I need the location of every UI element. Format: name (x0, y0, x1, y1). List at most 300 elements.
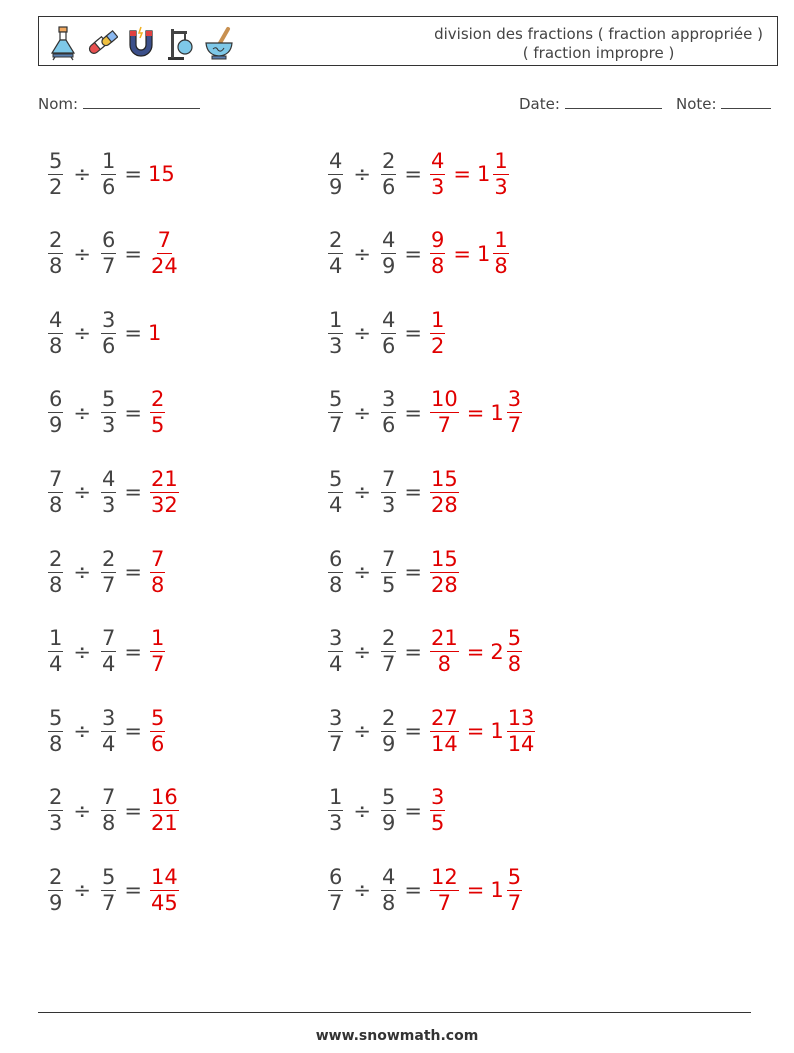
numerator: 2 (381, 148, 396, 173)
denominator: 14 (507, 731, 535, 756)
divisor-fraction (381, 467, 396, 518)
dividend-fraction (48, 706, 63, 757)
numerator: 4 (381, 228, 396, 253)
numerator: 5 (507, 626, 522, 651)
numerator: 10 (430, 387, 458, 412)
denominator: 2 (430, 333, 445, 358)
denominator: 7 (329, 731, 343, 756)
denominator: 7 (150, 652, 165, 677)
answer (428, 626, 524, 677)
denominator: 5 (150, 413, 165, 438)
answer-fraction (150, 626, 165, 677)
numerator: 2 (49, 785, 63, 810)
answer (148, 706, 167, 757)
equals-sign: = (466, 719, 485, 744)
answer-whole-number: 15 (147, 162, 175, 186)
mixed-fraction-part (507, 706, 536, 757)
equals-sign: = (124, 400, 142, 425)
denominator: 7 (507, 890, 522, 915)
denominator: 45 (150, 890, 178, 915)
numerator: 3 (101, 705, 116, 730)
dividend-fraction (48, 626, 63, 677)
mixed-whole-part: 1 (476, 241, 491, 266)
equals-sign: = (466, 878, 485, 903)
problem-item (46, 859, 181, 921)
numerator: 7 (49, 466, 63, 491)
numerator: 16 (150, 785, 178, 810)
dividend-fraction (48, 785, 63, 836)
numerator: 13 (507, 705, 535, 730)
divisor-fraction (101, 865, 116, 916)
denominator: 7 (101, 890, 116, 915)
dividend-fraction (48, 149, 63, 200)
problem-item (46, 143, 176, 205)
numerator: 5 (329, 387, 343, 412)
divide-sign: ÷ (73, 560, 91, 584)
problem-item (46, 621, 167, 683)
numerator: 1 (329, 785, 343, 810)
dividend-fraction (328, 626, 343, 677)
numerator: 1 (494, 148, 508, 173)
answer-fraction (150, 387, 165, 438)
name-field (38, 94, 200, 113)
numerator: 6 (49, 387, 63, 412)
numerator: 15 (430, 546, 458, 571)
numerator: 21 (150, 466, 178, 491)
equals-sign: = (453, 241, 471, 266)
answer (148, 865, 181, 916)
denominator: 3 (329, 811, 343, 836)
footer-url: www.snowmath.com (315, 1028, 479, 1044)
numerator: 7 (157, 228, 172, 253)
denominator: 4 (329, 492, 343, 517)
dividend-fraction (328, 467, 343, 518)
denominator: 9 (329, 174, 343, 199)
divisor-fraction (101, 467, 116, 518)
denominator: 9 (381, 731, 396, 756)
answer (428, 865, 524, 916)
equals-sign: = (124, 639, 142, 664)
equals-sign: = (466, 639, 485, 664)
equals-sign: = (404, 560, 422, 584)
problem-item (326, 859, 524, 921)
mixed-whole-part: 2 (490, 639, 504, 664)
divide-sign: ÷ (353, 162, 371, 186)
denominator: 3 (381, 492, 396, 517)
answer (428, 785, 447, 836)
answer-fraction (430, 626, 459, 677)
numerator: 5 (507, 864, 522, 889)
answer-fraction (430, 467, 459, 518)
divisor-fraction (381, 785, 396, 836)
problem-item (46, 302, 162, 364)
denominator: 7 (381, 652, 396, 677)
denominator: 3 (101, 413, 116, 438)
denominator: 8 (150, 572, 165, 597)
answer (148, 228, 181, 279)
worksheet-title (434, 25, 763, 63)
divisor-fraction (381, 547, 396, 598)
denominator: 8 (381, 890, 396, 915)
denominator: 9 (49, 413, 63, 438)
numerator: 3 (381, 387, 396, 412)
equals-sign: = (124, 480, 142, 505)
mixed-whole-part: 1 (490, 719, 504, 744)
dividend-fraction (48, 865, 63, 916)
problem-item (46, 223, 181, 285)
answer (148, 387, 167, 438)
divide-sign: ÷ (353, 480, 371, 505)
numerator: 2 (49, 228, 63, 253)
mixed-fraction-part (507, 387, 522, 438)
dividend-fraction (328, 387, 343, 438)
answer-fraction (150, 228, 179, 279)
numerator: 3 (101, 307, 116, 332)
denominator: 3 (101, 492, 116, 517)
numerator: 4 (329, 148, 343, 173)
denominator: 28 (430, 572, 458, 597)
answer-fraction (430, 387, 459, 438)
problem-item (46, 700, 167, 762)
equals-sign: = (124, 798, 142, 823)
answer-fraction (150, 865, 179, 916)
denominator: 14 (430, 731, 458, 756)
numerator: 1 (150, 626, 165, 651)
mortar-pestle-icon (203, 25, 235, 61)
answer-fraction (430, 547, 459, 598)
magnet-icon (125, 25, 157, 61)
answer (428, 387, 524, 438)
divide-sign: ÷ (353, 400, 371, 425)
dividend-fraction (48, 387, 63, 438)
numerator: 14 (150, 864, 178, 889)
numerator: 2 (49, 864, 63, 889)
answer-fraction (430, 149, 445, 200)
answer-fraction (150, 706, 165, 757)
equals-sign: = (404, 400, 422, 425)
numerator: 15 (430, 466, 458, 491)
answer (148, 547, 167, 598)
numerator: 7 (150, 546, 165, 571)
retort-stand-icon (164, 25, 196, 61)
numerator: 5 (49, 705, 63, 730)
denominator: 7 (101, 572, 116, 597)
problem-item (326, 621, 524, 683)
divisor-fraction (101, 626, 116, 677)
divide-sign: ÷ (73, 878, 91, 903)
numerator: 2 (381, 626, 396, 651)
problem-item (326, 780, 447, 842)
numerator: 27 (430, 705, 458, 730)
problem-item (326, 382, 524, 444)
divisor-fraction (381, 865, 396, 916)
numerator: 7 (381, 466, 396, 491)
mixed-whole-part: 1 (490, 400, 504, 425)
divisor-fraction (381, 626, 396, 677)
dividend-fraction (328, 785, 343, 836)
divide-sign: ÷ (353, 719, 371, 744)
name-blank[interactable] (83, 94, 200, 109)
equals-sign: = (404, 719, 422, 744)
equals-sign: = (124, 560, 142, 584)
answer (428, 228, 511, 279)
divide-sign: ÷ (353, 639, 371, 664)
divide-sign: ÷ (73, 162, 91, 186)
denominator: 3 (329, 333, 343, 358)
dividend-fraction (328, 547, 343, 598)
denominator: 4 (49, 652, 63, 677)
mixed-whole-part: 1 (490, 878, 504, 903)
denominator: 6 (381, 333, 396, 358)
problem-item (326, 461, 461, 523)
name-label: Nom: (38, 95, 79, 113)
denominator: 6 (381, 174, 396, 199)
divisor-fraction (101, 149, 116, 200)
dividend-fraction (48, 467, 63, 518)
numerator: 21 (430, 626, 458, 651)
denominator: 8 (49, 731, 63, 756)
answer-fraction (150, 467, 179, 518)
numerator: 4 (381, 864, 396, 889)
divisor-fraction (381, 308, 396, 359)
denominator: 8 (49, 333, 63, 358)
answer (148, 321, 162, 345)
problem-item (326, 223, 511, 285)
denominator: 7 (507, 413, 522, 438)
answer (148, 162, 176, 186)
equals-sign: = (466, 400, 485, 425)
footer-divider (38, 1012, 751, 1013)
denominator: 5 (430, 811, 445, 836)
mixed-fraction-part (493, 149, 508, 200)
denominator: 8 (49, 572, 63, 597)
denominator: 4 (101, 652, 116, 677)
divide-sign: ÷ (73, 719, 91, 744)
note-blank[interactable] (721, 94, 771, 109)
dividend-fraction (328, 706, 343, 757)
numerator: 2 (150, 387, 165, 412)
date-blank[interactable] (565, 94, 662, 109)
divide-sign: ÷ (353, 878, 371, 903)
numerator: 5 (329, 466, 343, 491)
dividend-fraction (328, 149, 343, 200)
numerator: 5 (381, 785, 396, 810)
dividend-fraction (48, 228, 63, 279)
numerator: 3 (329, 705, 343, 730)
divide-sign: ÷ (353, 321, 371, 346)
divisor-fraction (101, 308, 116, 359)
denominator: 8 (49, 254, 63, 279)
problem-item (326, 700, 537, 762)
numerator: 3 (430, 785, 445, 810)
numerator: 2 (49, 546, 63, 571)
worksheet-header (38, 16, 778, 66)
equals-sign: = (404, 639, 422, 664)
divide-sign: ÷ (73, 798, 91, 823)
numerator: 5 (101, 387, 116, 412)
denominator: 9 (381, 254, 396, 279)
equals-sign: = (124, 321, 142, 346)
divisor-fraction (101, 785, 116, 836)
numerator: 1 (329, 307, 343, 332)
answer (428, 308, 447, 359)
header-icons (47, 23, 235, 63)
problem-item (326, 302, 447, 364)
answer (428, 149, 511, 200)
equals-sign: = (404, 321, 422, 346)
denominator: 4 (329, 254, 343, 279)
answer-fraction (150, 547, 165, 598)
answer (148, 467, 181, 518)
equals-sign: = (124, 162, 142, 186)
problem-item (46, 461, 181, 523)
denominator: 7 (329, 413, 343, 438)
dividend-fraction (328, 228, 343, 279)
problem-item (46, 780, 181, 842)
denominator: 9 (49, 890, 63, 915)
numerator: 7 (381, 546, 396, 571)
answer (148, 785, 181, 836)
denominator: 7 (101, 254, 116, 279)
problem-item (46, 541, 167, 603)
numerator: 5 (150, 705, 165, 730)
denominator: 28 (430, 492, 458, 517)
equals-sign: = (124, 719, 142, 744)
denominator: 5 (381, 572, 396, 597)
answer-fraction (150, 785, 179, 836)
note-field (676, 94, 771, 113)
numerator: 2 (381, 705, 396, 730)
numerator: 9 (430, 228, 445, 253)
divisor-fraction (101, 547, 116, 598)
dividend-fraction (48, 547, 63, 598)
dividend-fraction (48, 308, 63, 359)
answer (428, 547, 461, 598)
numerator: 1 (49, 626, 63, 651)
divisor-fraction (101, 228, 116, 279)
answer-fraction (430, 865, 459, 916)
denominator: 24 (150, 254, 178, 279)
mixed-fraction-part (507, 626, 522, 677)
divide-sign: ÷ (73, 241, 91, 266)
numerator: 7 (101, 626, 116, 651)
denominator: 3 (494, 174, 508, 199)
divisor-fraction (381, 387, 396, 438)
equals-sign: = (404, 162, 422, 186)
title-line-1: division des fractions ( fraction appropriée ) (434, 25, 763, 43)
denominator: 6 (381, 413, 396, 438)
numerator: 4 (430, 148, 445, 173)
note-label: Note: (676, 95, 717, 113)
equals-sign: = (404, 798, 422, 823)
denominator: 8 (494, 254, 508, 279)
numerator: 7 (101, 785, 116, 810)
mixed-whole-part: 1 (476, 162, 491, 186)
answer-fraction (430, 308, 445, 359)
denominator: 21 (150, 811, 178, 836)
divide-sign: ÷ (353, 241, 371, 266)
denominator: 7 (329, 890, 343, 915)
denominator: 4 (101, 731, 116, 756)
title-line-2: ( fraction impropre ) (522, 44, 675, 62)
denominator: 3 (49, 811, 63, 836)
equals-sign: = (124, 241, 142, 266)
numerator: 12 (430, 864, 458, 889)
problem-item (326, 143, 511, 205)
denominator: 6 (150, 731, 165, 756)
equals-sign: = (404, 878, 422, 903)
numerator: 4 (49, 307, 63, 332)
divisor-fraction (381, 706, 396, 757)
divisor-fraction (381, 149, 396, 200)
numerator: 3 (329, 626, 343, 651)
numerator: 1 (430, 307, 445, 332)
numerator: 4 (381, 307, 396, 332)
problem-item (326, 541, 461, 603)
denominator: 8 (430, 254, 445, 279)
denominator: 8 (507, 652, 522, 677)
equals-sign: = (404, 241, 422, 266)
denominator: 6 (101, 174, 116, 199)
date-field (519, 94, 662, 113)
equals-sign: = (453, 162, 471, 186)
denominator: 6 (101, 333, 116, 358)
dividend-fraction (328, 865, 343, 916)
answer (148, 626, 167, 677)
denominator: 2 (49, 174, 63, 199)
answer (428, 467, 461, 518)
divide-sign: ÷ (73, 321, 91, 346)
denominator: 7 (437, 413, 452, 438)
divide-sign: ÷ (353, 560, 371, 584)
numerator: 3 (507, 387, 522, 412)
denominator: 4 (329, 652, 343, 677)
problem-item (46, 382, 167, 444)
numerator: 6 (329, 864, 343, 889)
denominator: 32 (150, 492, 178, 517)
equals-sign: = (404, 480, 422, 505)
numerator: 2 (101, 546, 116, 571)
mixed-fraction-part (493, 228, 508, 279)
denominator: 8 (329, 572, 343, 597)
numerator: 2 (329, 228, 343, 253)
divisor-fraction (101, 706, 116, 757)
equals-sign: = (124, 878, 142, 903)
divide-sign: ÷ (73, 480, 91, 505)
answer-whole-number: 1 (147, 321, 162, 346)
mixed-fraction-part (507, 865, 522, 916)
answer-fraction (430, 228, 445, 279)
pills-icon (86, 25, 118, 61)
answer-fraction (430, 706, 459, 757)
answer-fraction (430, 785, 445, 836)
answer (428, 706, 537, 757)
date-label: Date: (519, 95, 560, 113)
numerator: 1 (101, 148, 116, 173)
divide-sign: ÷ (353, 798, 371, 823)
numerator: 1 (494, 228, 508, 253)
divide-sign: ÷ (73, 400, 91, 425)
denominator: 7 (437, 890, 452, 915)
denominator: 8 (437, 652, 452, 677)
denominator: 3 (430, 174, 445, 199)
numerator: 6 (329, 546, 343, 571)
denominator: 8 (101, 811, 116, 836)
divisor-fraction (101, 387, 116, 438)
denominator: 8 (49, 492, 63, 517)
flask-icon (47, 25, 79, 61)
divide-sign: ÷ (73, 639, 91, 664)
